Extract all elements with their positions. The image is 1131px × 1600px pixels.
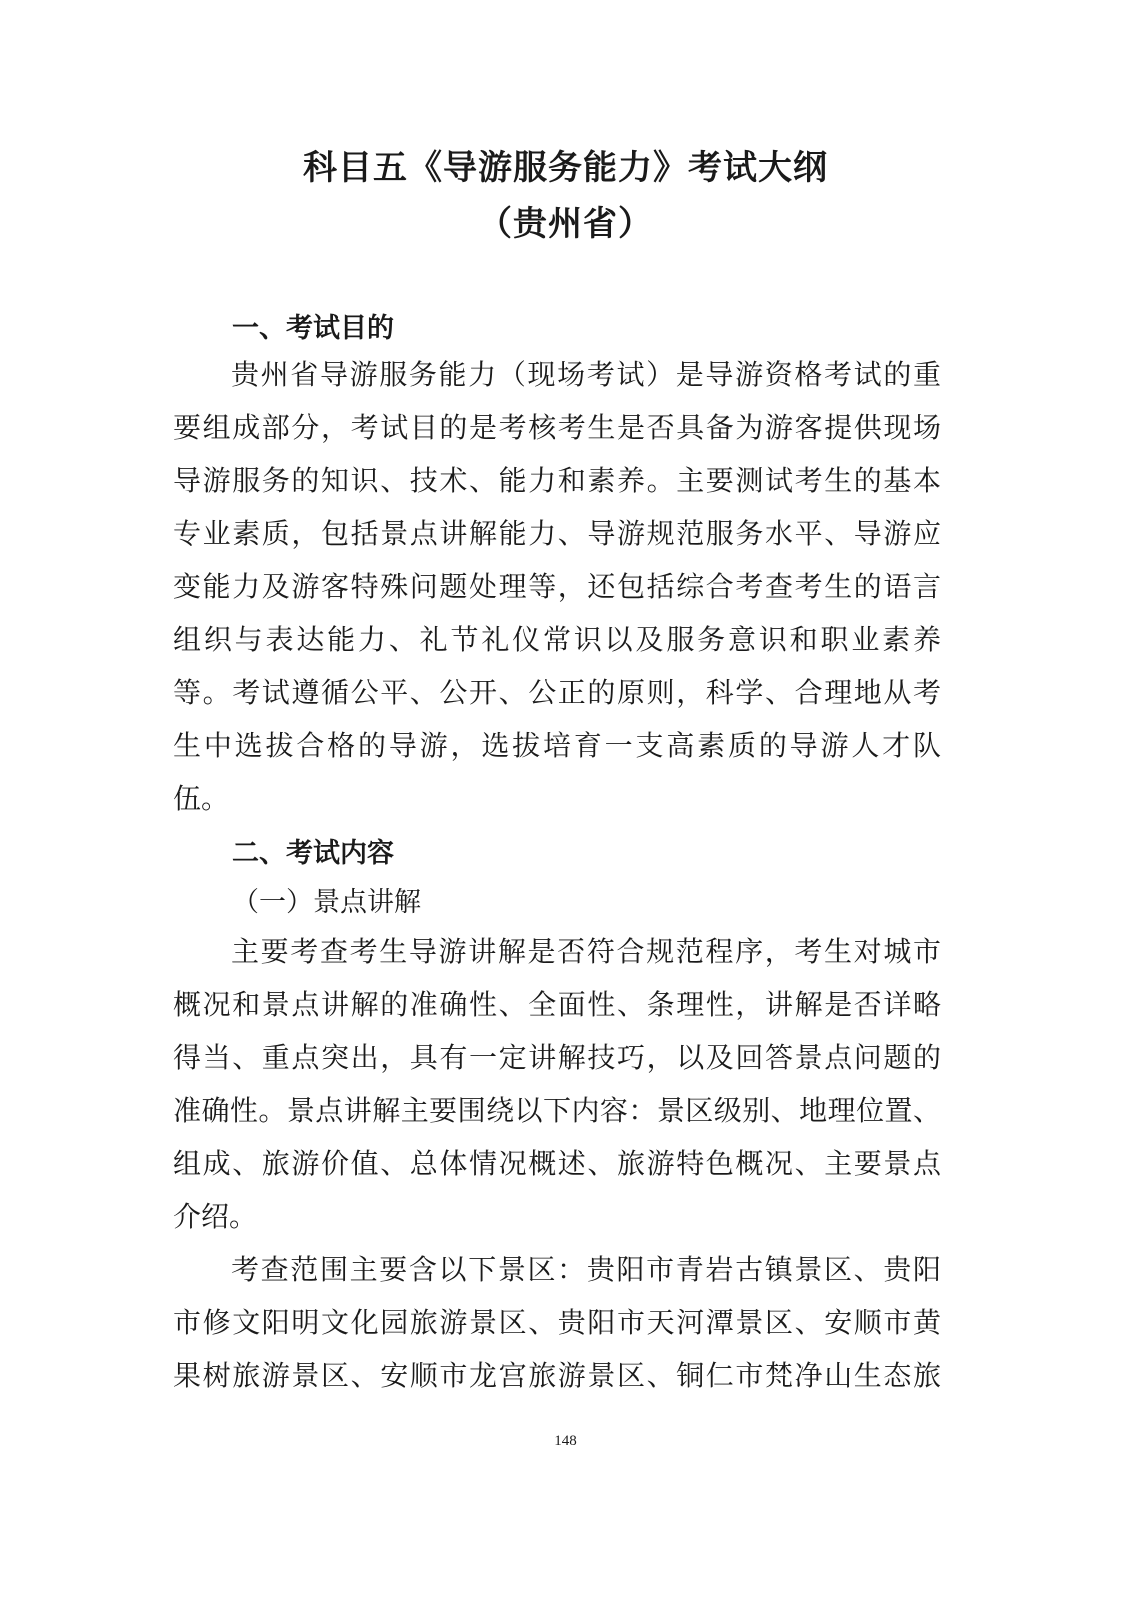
paragraph-line: 要组成部分，考试目的是考核考生是否具备为游客提供现场 [173,411,941,444]
paragraph-line: 贵州省导游服务能力（现场考试）是导游资格考试的重 [231,358,941,391]
paragraph-line: 变能力及游客特殊问题处理等，还包括综合考查考生的语言 [173,570,941,603]
paragraph-line: 生中选拔合格的导游，选拔培育一支高素质的导游人才队 [173,729,941,762]
paragraph-line: 考查范围主要含以下景区：贵阳市青岩古镇景区、贵阳 [231,1253,941,1286]
paragraph-line: 概况和景点讲解的准确性、全面性、条理性，讲解是否详略 [173,988,941,1021]
paragraph-line: 得当、重点突出，具有一定讲解技巧，以及回答景点问题的 [173,1041,941,1074]
paragraph-line: 介绍。 [173,1200,258,1233]
paragraph-line: 伍。 [173,782,230,815]
paragraph-line: 准确性。景点讲解主要围绕以下内容：景区级别、地理位置、 [173,1094,941,1127]
document-subtitle-province: （贵州省） [478,204,653,244]
section-heading-exam-content: 二、考试内容 [232,838,394,869]
paragraph-line: 市修文阳明文化园旅游景区、贵阳市天河潭景区、安顺市黄 [173,1306,941,1339]
paragraph-line: 组成、旅游价值、总体情况概述、旅游特色概况、主要景点 [173,1147,941,1180]
paragraph-line: 组织与表达能力、礼节礼仪常识以及服务意识和职业素养 [173,623,941,656]
paragraph-line: 导游服务的知识、技术、能力和素养。主要测试考生的基本 [173,464,941,497]
subsection-heading-scenic-explanation: （一）景点讲解 [232,887,421,918]
paragraph-line: 专业素质，包括景点讲解能力、导游规范服务水平、导游应 [173,517,941,550]
paragraph-line: 等。考试遵循公平、公开、公正的原则，科学、合理地从考 [173,676,941,709]
section-heading-exam-purpose: 一、考试目的 [232,313,394,344]
page-number: 148 [554,1433,577,1449]
paragraph-line: 主要考查考生导游讲解是否符合规范程序，考生对城市 [231,935,941,968]
paragraph-line: 果树旅游景区、安顺市龙宫旅游景区、铜仁市梵净山生态旅 [173,1359,941,1392]
document-title: 科目五《导游服务能力》考试大纲 [303,148,828,188]
